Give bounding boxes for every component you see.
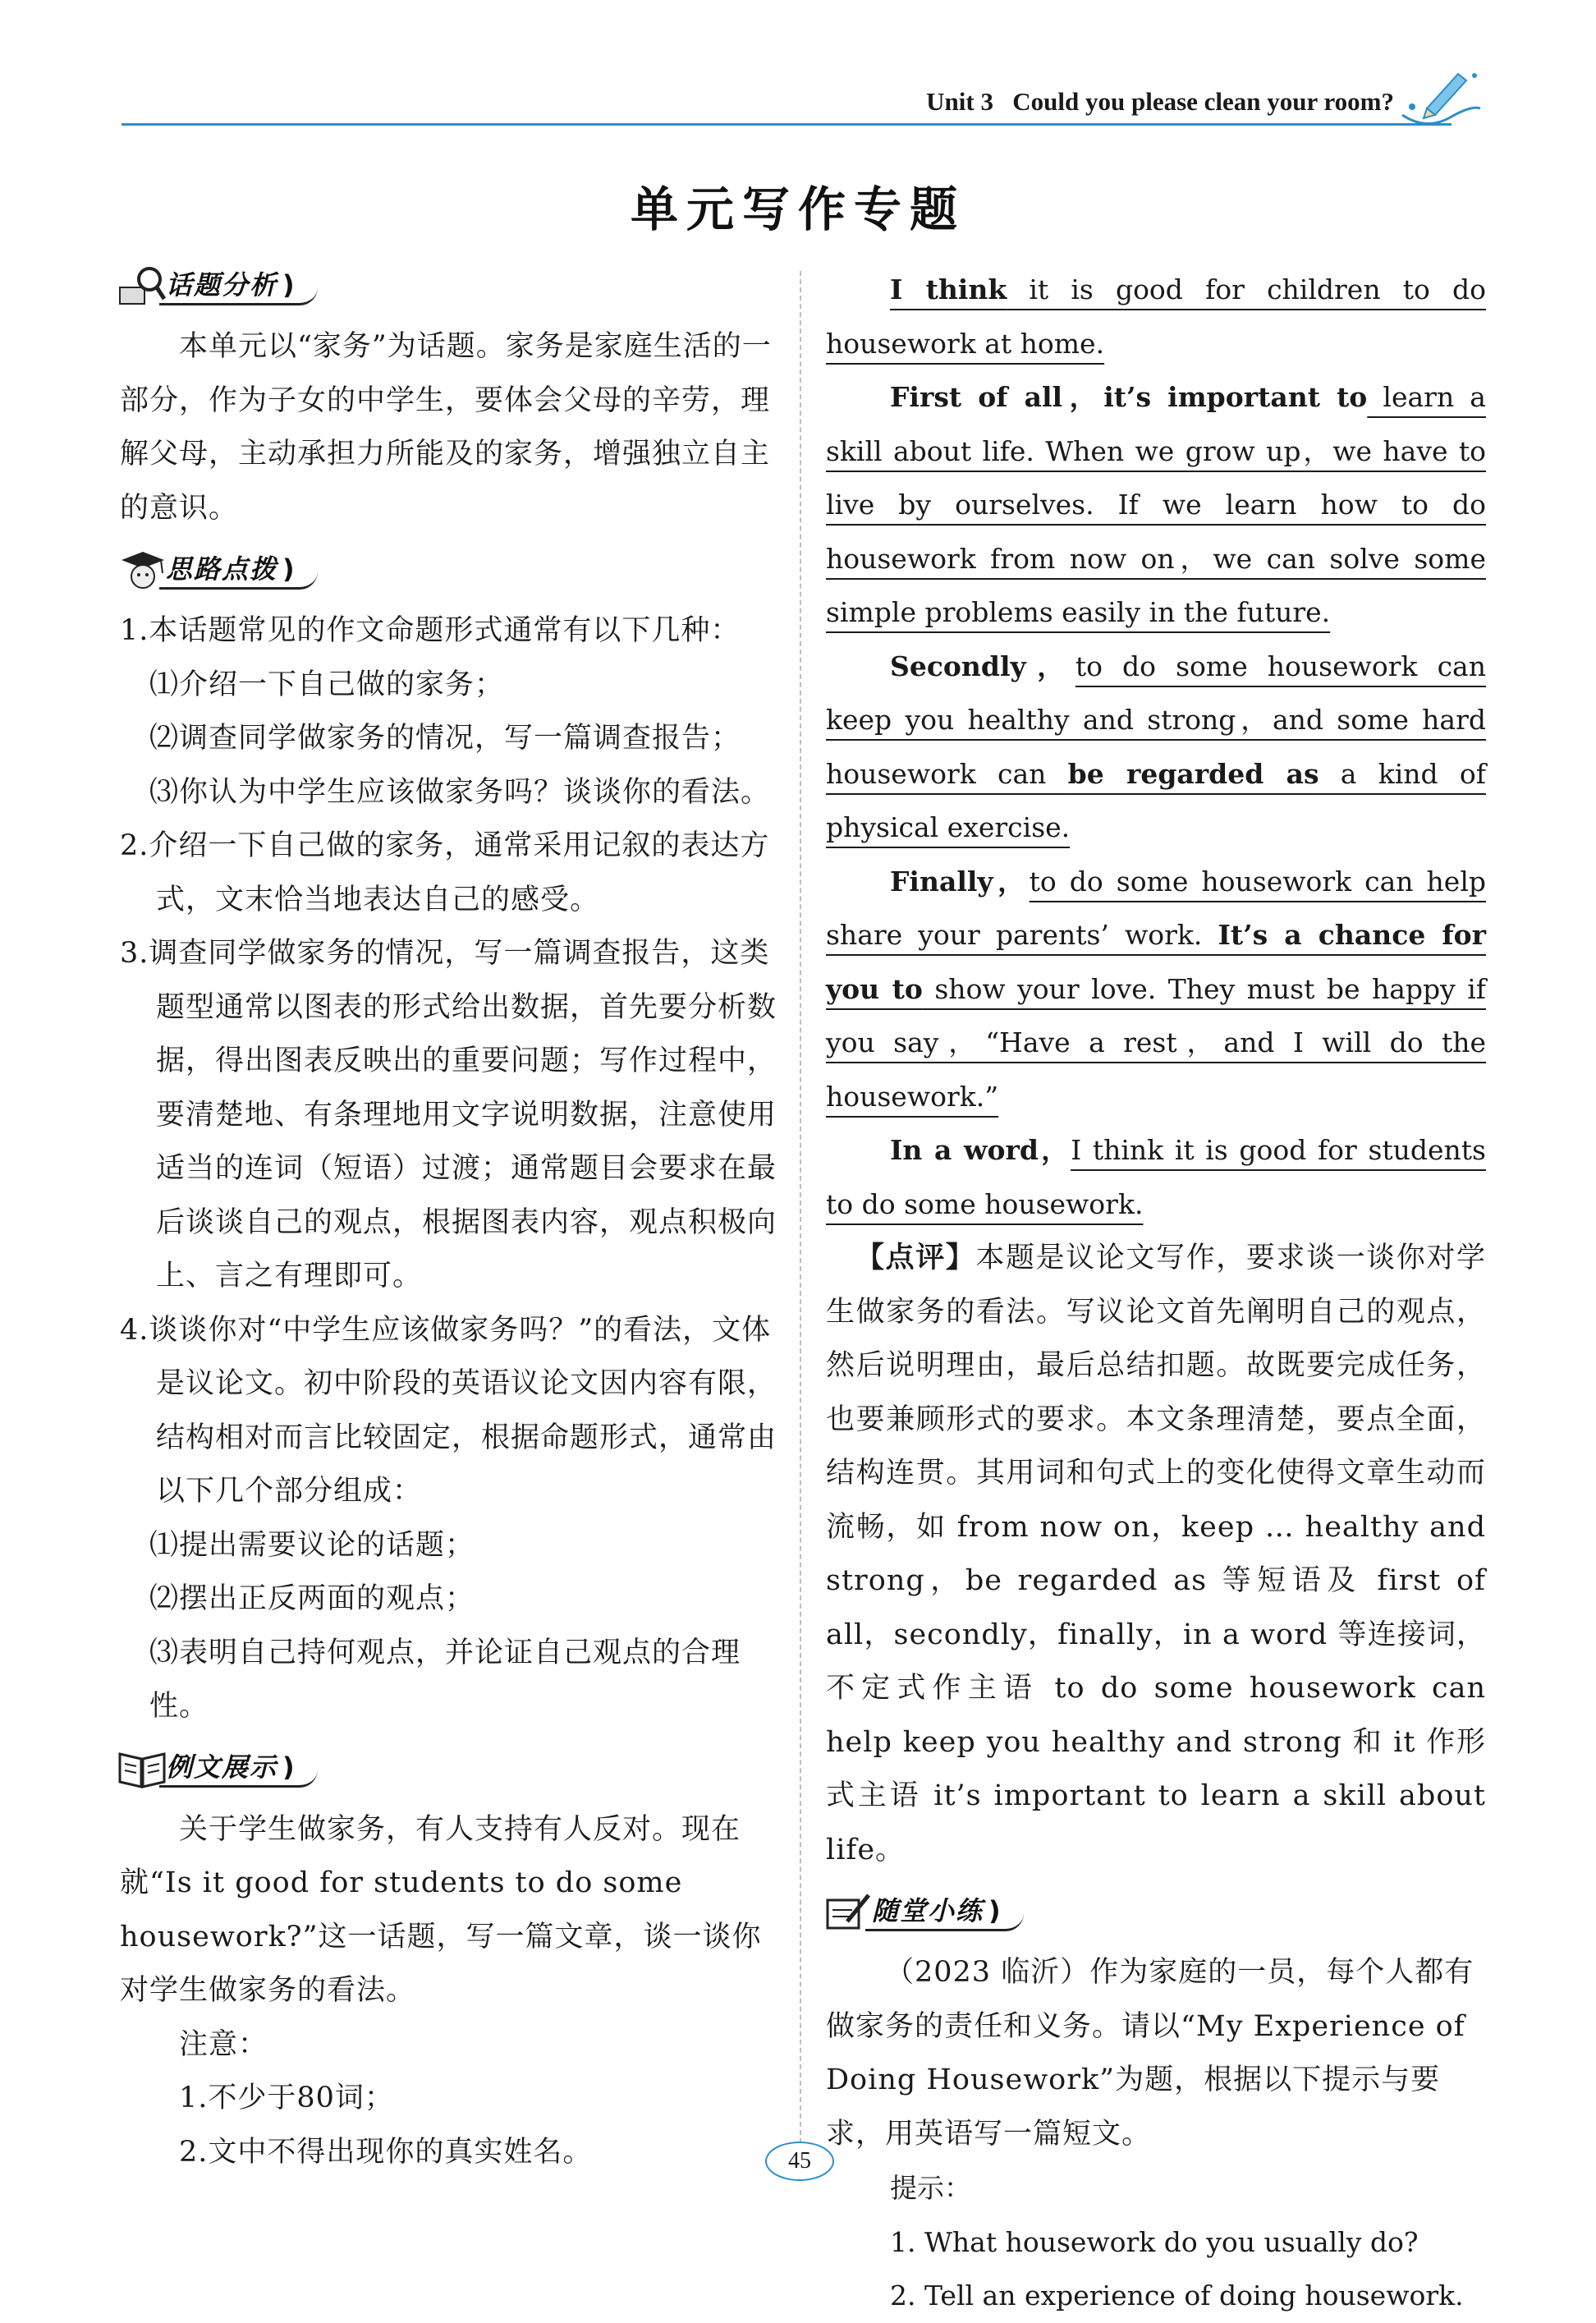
hint-1: 1. What housework do you usually do? bbox=[890, 2225, 1419, 2258]
hint-label: 提示： bbox=[890, 2172, 971, 2204]
running-header bbox=[122, 82, 1484, 131]
model-essay bbox=[826, 263, 1486, 1231]
essay-paragraph-4: Finally，to do some housework can help share your parents’ work. It’s a chance for you to show your love. They must be happy if you say，“Have a rest，and I will do the housework.” bbox=[826, 865, 1487, 1113]
header-text: Unit 3 Could you please clean your room? bbox=[926, 87, 1394, 116]
header-rule bbox=[122, 123, 1452, 126]
topic-paragraph: 本单元以“家务”为话题。家务是家庭生活的一部分，作为子女的中学生，要体会父母的辛劳，理解父母，主动承担力所能及的家务，增强独立自主的意识。 bbox=[120, 330, 772, 525]
section-tips-heading bbox=[117, 547, 777, 593]
section-practice-heading bbox=[823, 1889, 1486, 1935]
example-prompt: 关于学生做家务，有人支持有人反对。现在就“Is it good for students to do some housework?”这一话题，写一篇文章，谈一谈你对学生做家务的看法。 bbox=[120, 1812, 762, 2007]
tips-item-4-sub-2: ⑵摆出正反两面的观点； bbox=[149, 1582, 475, 1615]
column-divider bbox=[800, 271, 801, 2143]
essay-paragraph-1: I think it is good for children to do housework at home. bbox=[826, 273, 1486, 360]
tips-item-4-sub-1: ⑴提出需要议论的话题； bbox=[149, 1528, 475, 1562]
tips-item-3: 3.调查同学做家务的情况，写一篇调查报告，这类题型通常以图表的形式给出数据，首先要分析数据，得出图表反映出的重要问题；写作过程中，要清楚地、有条理地用文字说明数据，注意使用适当的连词（短语）过渡；通常题目会要求在最后谈谈自己的观点，根据图表内容，观点积极向上、言之有理即可。 bbox=[120, 937, 777, 1292]
essay-paragraph-3: Secondly，to do some housework can keep you healthy and strong，and some hard housework can be regarded as a kind of physical exercise. bbox=[826, 650, 1486, 843]
section-topic-label: 话题分析 ) bbox=[159, 267, 318, 305]
essay-paragraph-2: First of all，it’s important to learn a skill about life. When we grow up，we have to live by ourselves. If we learn how to do housework from now on，we can solve some simple problems easily in the future. bbox=[826, 381, 1486, 628]
notes-label: 注意： bbox=[179, 2027, 268, 2061]
hint-2: 2. Tell an experience of doing housework. bbox=[890, 2279, 1464, 2312]
section-topic-heading bbox=[117, 263, 777, 309]
section-example-heading bbox=[117, 1746, 777, 1792]
left-column bbox=[120, 263, 777, 2179]
tips-item-4: 4.谈谈你对“中学生应该做家务吗？”的看法，文体是议论文。初中阶段的英语议论文因内容有限，结构相对而言比较固定，根据命题形式，通常由以下几个部分组成： bbox=[120, 1313, 777, 1508]
tips-item-1-sub-3: ⑶你认为中学生应该做家务吗？谈谈你的看法。 bbox=[149, 775, 771, 809]
section-tips-label: 思路点拨 ) bbox=[159, 551, 318, 590]
section-example-label: 例文展示 ) bbox=[159, 1749, 318, 1788]
page-number: 45 bbox=[765, 2142, 834, 2181]
note-1: 1.不少于80词； bbox=[179, 2082, 394, 2114]
practice-prompt: （2023 临沂）作为家庭的一员，每个人都有做家务的责任和义务。请以“My Experience of Doing Housework”为题，根据以下提示与要求，用英语写一篇短文。 bbox=[826, 1956, 1474, 2151]
right-column bbox=[826, 263, 1486, 2323]
essay-paragraph-5: In a word，I think it is good for students to do some housework. bbox=[826, 1134, 1486, 1220]
tips-item-2: 2.介绍一下自己做的家务，通常采用记叙的表达方式，文末恰当地表达自己的感受。 bbox=[120, 829, 770, 916]
page-title: 单元写作专题 bbox=[630, 181, 965, 237]
comment-paragraph: 【点评】本题是议论文写作，要求谈一谈你对学生做家务的看法。写议论文首先阐明自己的观点，然后说明理由，最后总结扣题。故既要完成任务，也要兼顾形式的要求。本文条理清楚，要点全面，结构连贯。其用词和句式上的变化使得文章生动而流畅，如 from now on，keep … healthy and strong，be regarded as 等短语及 first of all，secondly，finally，in a word 等连接词，不定式作主语 to do some housework can help keep you healthy and strong 和 it 作形式主语 it’s important to learn a skill about life。 bbox=[826, 1241, 1486, 1866]
tips-item-1-sub-1: ⑴介绍一下自己做的家务； bbox=[149, 668, 505, 701]
pencil-decoration-icon bbox=[1394, 57, 1484, 140]
tips-item-4-sub-3: ⑶表明自己持何观点，并论证自己观点的合理性。 bbox=[149, 1636, 741, 1723]
tips-item-1: 1.本话题常见的作文命题形式通常有以下几种： bbox=[120, 614, 741, 647]
tips-item-1-sub-2: ⑵调查同学做家务的情况，写一篇调查报告； bbox=[149, 722, 741, 755]
section-practice-label: 随堂小练 ) bbox=[865, 1893, 1024, 1931]
note-2: 2.文中不得出现你的真实姓名。 bbox=[179, 2135, 593, 2169]
